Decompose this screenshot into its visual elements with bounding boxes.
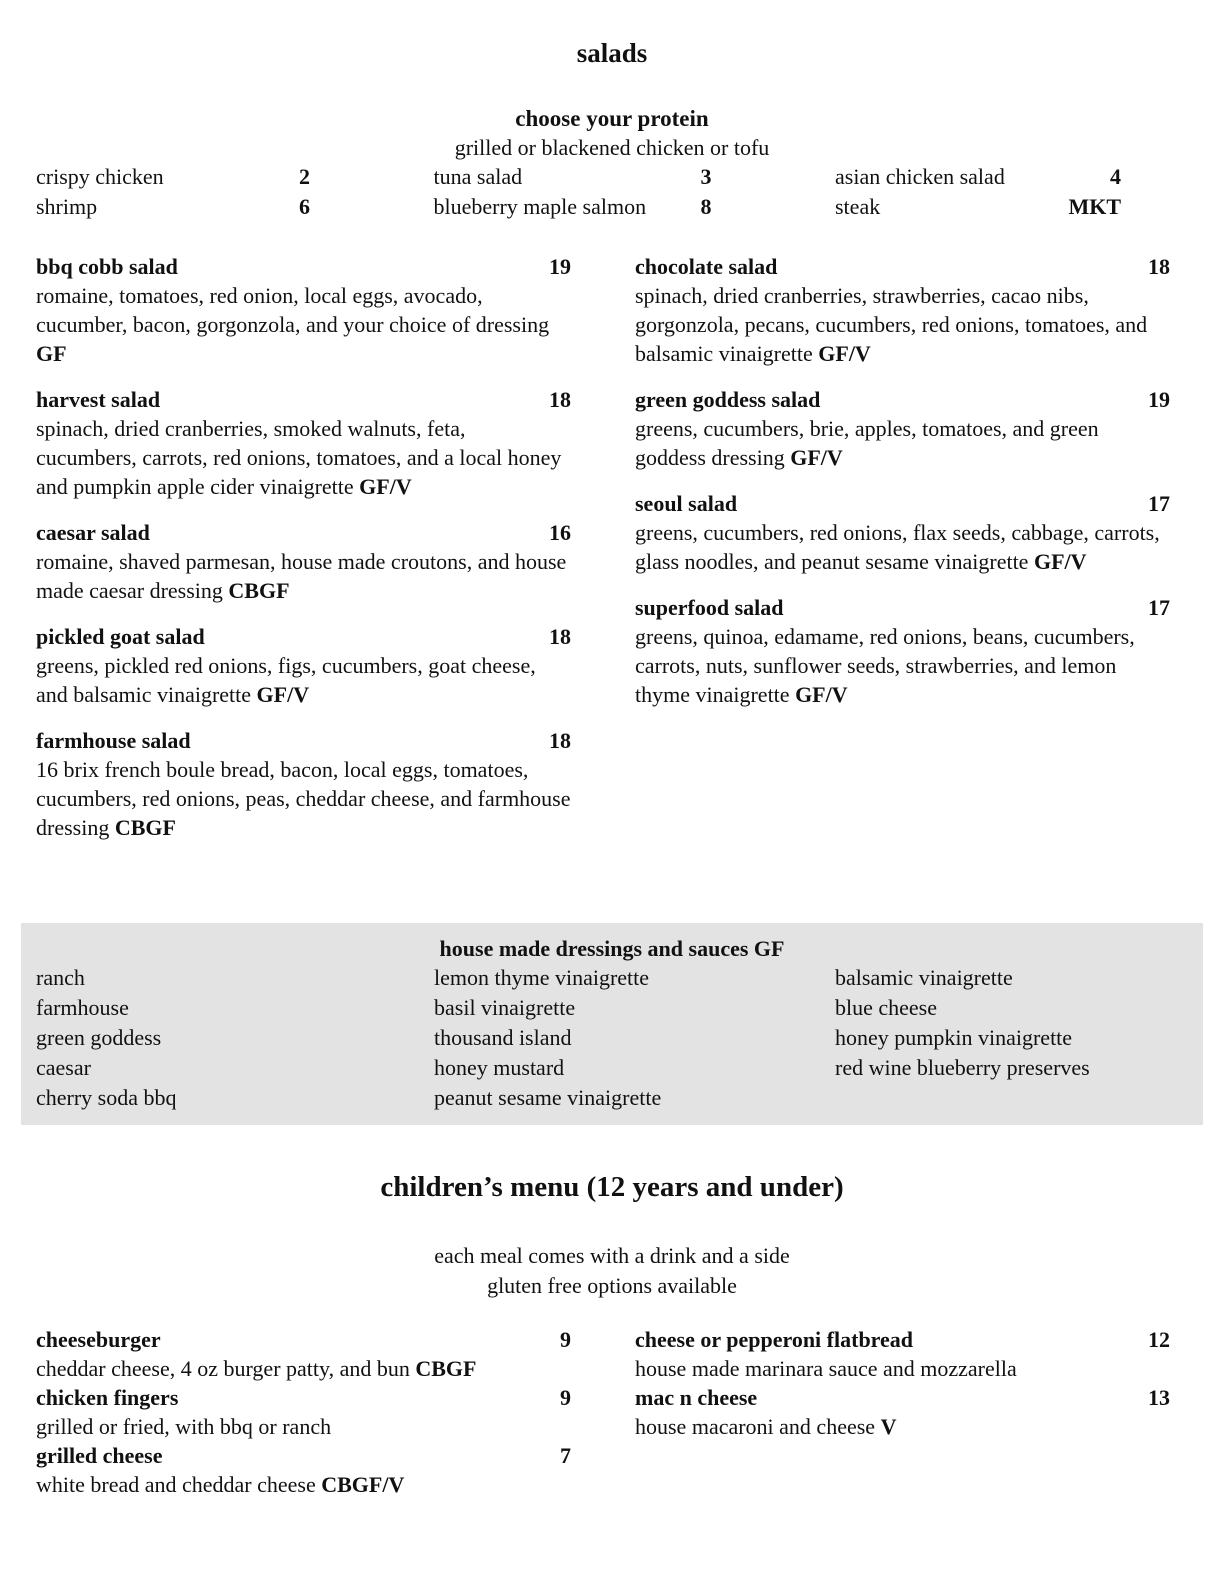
children-item-price: 9 <box>560 1327 571 1352</box>
children-item-name: cheeseburger <box>36 1327 161 1352</box>
salad-price: 17 <box>1148 595 1170 620</box>
salad-item <box>36 385 571 501</box>
salad-name: seoul salad <box>635 491 738 516</box>
children-item-name: chicken fingers <box>36 1385 179 1410</box>
salad-name: bbq cobb salad <box>36 254 178 279</box>
salad-description: spinach, dried cranberries, smoked walnuts, feta, cucumbers, carrots, red onions, tomatoes, and a local honey and pumpkin apple cider vinaigrette GF/V <box>36 416 562 499</box>
protein-item <box>835 192 1121 222</box>
salad-item <box>36 622 571 709</box>
children-menu-heading: children’s menu (12 years and under) <box>380 1171 844 1203</box>
children-item-name: grilled cheese <box>36 1443 163 1468</box>
salad-name: pickled goat salad <box>36 624 205 649</box>
salad-name: green goddess salad <box>635 387 821 412</box>
dressing-item: balsamic vinaigrette <box>835 965 1013 990</box>
protein-item <box>36 162 310 192</box>
children-left-column <box>36 1325 571 1499</box>
dressings-column-2 <box>434 963 835 1113</box>
children-item-description: cheddar cheese, 4 oz burger patty, and bun CBGF <box>36 1356 477 1381</box>
dietary-tag: CBGF <box>228 578 290 603</box>
salad-item <box>36 518 571 605</box>
dietary-tag: CBGF/V <box>321 1472 405 1497</box>
salad-item <box>36 252 571 368</box>
children-item-name: mac n cheese <box>635 1385 758 1410</box>
children-item-name: cheese or pepperoni flatbread <box>635 1327 914 1352</box>
children-menu-notes <box>0 1241 1224 1301</box>
dressing-item: blue cheese <box>835 995 937 1020</box>
dressing-item: farmhouse <box>36 995 129 1020</box>
dressings-section <box>21 923 1203 1125</box>
children-item <box>36 1441 571 1499</box>
children-note: each meal comes with a drink and a side <box>434 1243 790 1268</box>
salad-description: 16 brix french boule bread, bacon, local eggs, tomatoes, cucumbers, red onions, peas, cheddar cheese, and farmhouse dressing CBGF <box>36 757 571 840</box>
salad-name: harvest salad <box>36 387 161 412</box>
children-menu-list <box>36 1325 1170 1499</box>
dietary-tag: CBGF <box>114 815 176 840</box>
children-item <box>635 1325 1170 1383</box>
dietary-tag: GF/V <box>818 341 871 366</box>
salad-name: caesar salad <box>36 520 150 545</box>
dressing-item: basil vinaigrette <box>434 995 576 1020</box>
salad-price: 18 <box>1148 254 1170 279</box>
salads-list <box>36 252 1170 859</box>
protein-price: 4 <box>1110 164 1121 189</box>
children-item <box>635 1383 1170 1441</box>
salad-description: greens, cucumbers, red onions, flax seeds, cabbage, carrots, glass noodles, and peanut sesame vinaigrette GF/V <box>635 520 1160 574</box>
dressing-item: peanut sesame vinaigrette <box>434 1085 662 1110</box>
dressing-item: honey pumpkin vinaigrette <box>835 1025 1073 1050</box>
children-item <box>36 1325 571 1383</box>
salad-price: 18 <box>549 387 571 412</box>
dressing-item: cherry soda bbq <box>36 1085 177 1110</box>
protein-price: 6 <box>299 194 310 219</box>
salads-left-column <box>36 252 571 859</box>
salad-name: farmhouse salad <box>36 728 191 753</box>
salad-price: 19 <box>1148 387 1170 412</box>
salad-item <box>635 593 1170 709</box>
children-item-description: white bread and cheddar cheese CBGF/V <box>36 1472 405 1497</box>
salad-description: romaine, tomatoes, red onion, local eggs, avocado, cucumber, bacon, gorgonzola, and your choice of dressing GF <box>36 283 550 366</box>
salad-description: romaine, shaved parmesan, house made croutons, and house made caesar dressing CBGF <box>36 549 567 603</box>
protein-item <box>36 192 310 222</box>
salad-price: 19 <box>549 254 571 279</box>
dietary-tag: GF/V <box>1033 549 1087 574</box>
protein-name: crispy chicken <box>36 164 164 189</box>
dressing-item: red wine blueberry preserves <box>835 1055 1090 1080</box>
protein-name: asian chicken salad <box>835 164 1005 189</box>
salad-item <box>36 726 571 842</box>
protein-column-1 <box>36 162 310 222</box>
salads-right-column <box>635 252 1170 726</box>
children-item-price: 9 <box>560 1385 571 1410</box>
salad-description: greens, pickled red onions, figs, cucumbers, goat cheese, and balsamic vinaigrette GF/V <box>36 653 536 707</box>
salad-name: superfood salad <box>635 595 784 620</box>
salad-item <box>635 489 1170 576</box>
protein-name: shrimp <box>36 194 98 219</box>
dressing-item: thousand island <box>434 1025 572 1050</box>
children-item-price: 12 <box>1148 1327 1170 1352</box>
protein-column-2 <box>434 162 712 222</box>
salad-description: spinach, dried cranberries, strawberries, cacao nibs, gorgonzola, pecans, cucumbers, red onions, tomatoes, and balsamic vinaigrette GF/V <box>635 283 1148 366</box>
salad-item <box>635 252 1170 368</box>
protein-heading: choose your protein <box>515 106 709 131</box>
dressings-column-1 <box>36 963 434 1113</box>
children-item-price: 13 <box>1148 1385 1170 1410</box>
protein-price: MKT <box>1068 194 1121 219</box>
dressings-column-3 <box>835 963 1188 1113</box>
protein-price: 3 <box>700 164 712 189</box>
dressing-item: ranch <box>36 965 85 990</box>
protein-item <box>835 162 1121 192</box>
children-right-column <box>635 1325 1170 1441</box>
children-item-description: house made marinara sauce and mozzarella <box>635 1356 1017 1381</box>
dressing-item: lemon thyme vinaigrette <box>434 965 650 990</box>
salad-description: greens, quinoa, edamame, red onions, beans, cucumbers, carrots, nuts, sunflower seeds, strawberries, and lemon thyme vinaigrette GF/V <box>635 624 1135 707</box>
protein-grid <box>36 162 1121 222</box>
dressings-heading: house made dressings and sauces GF <box>439 936 785 961</box>
dietary-tag: GF/V <box>790 445 843 470</box>
dressing-item: honey mustard <box>434 1055 565 1080</box>
dressing-item: green goddess <box>36 1025 162 1050</box>
salad-name: chocolate salad <box>635 254 778 279</box>
children-item-description: grilled or fried, with bbq or ranch <box>36 1414 332 1439</box>
children-item-price: 7 <box>560 1443 571 1468</box>
protein-name: tuna salad <box>433 164 523 189</box>
protein-name: steak <box>835 194 881 219</box>
protein-price: 8 <box>700 194 712 219</box>
protein-section <box>0 104 1224 222</box>
dietary-tag: V <box>880 1414 897 1439</box>
children-item <box>36 1383 571 1441</box>
salad-description: greens, cucumbers, brie, apples, tomatoes, and green goddess dressing GF/V <box>635 416 1099 470</box>
dietary-tag: GF <box>36 341 67 366</box>
dietary-tag: GF/V <box>795 682 848 707</box>
protein-subheading: grilled or blackened chicken or tofu <box>454 135 770 160</box>
salad-price: 18 <box>549 728 571 753</box>
protein-price: 2 <box>299 164 310 189</box>
page-title: salads <box>576 38 648 68</box>
protein-item <box>434 192 712 222</box>
salad-item <box>635 385 1170 472</box>
dressing-item: caesar <box>36 1055 91 1080</box>
protein-name: blueberry maple salmon <box>433 194 647 219</box>
protein-item <box>434 162 712 192</box>
salad-price: 17 <box>1148 491 1170 516</box>
children-item-description: house macaroni and cheese V <box>635 1414 897 1439</box>
salad-price: 16 <box>549 520 571 545</box>
protein-column-3 <box>835 162 1121 222</box>
dietary-tag: GF/V <box>256 682 310 707</box>
dressings-grid <box>36 963 1188 1113</box>
salad-price: 18 <box>549 624 571 649</box>
dietary-tag: GF/V <box>359 474 412 499</box>
children-note: gluten free options available <box>487 1273 737 1298</box>
dietary-tag: CBGF <box>415 1356 477 1381</box>
